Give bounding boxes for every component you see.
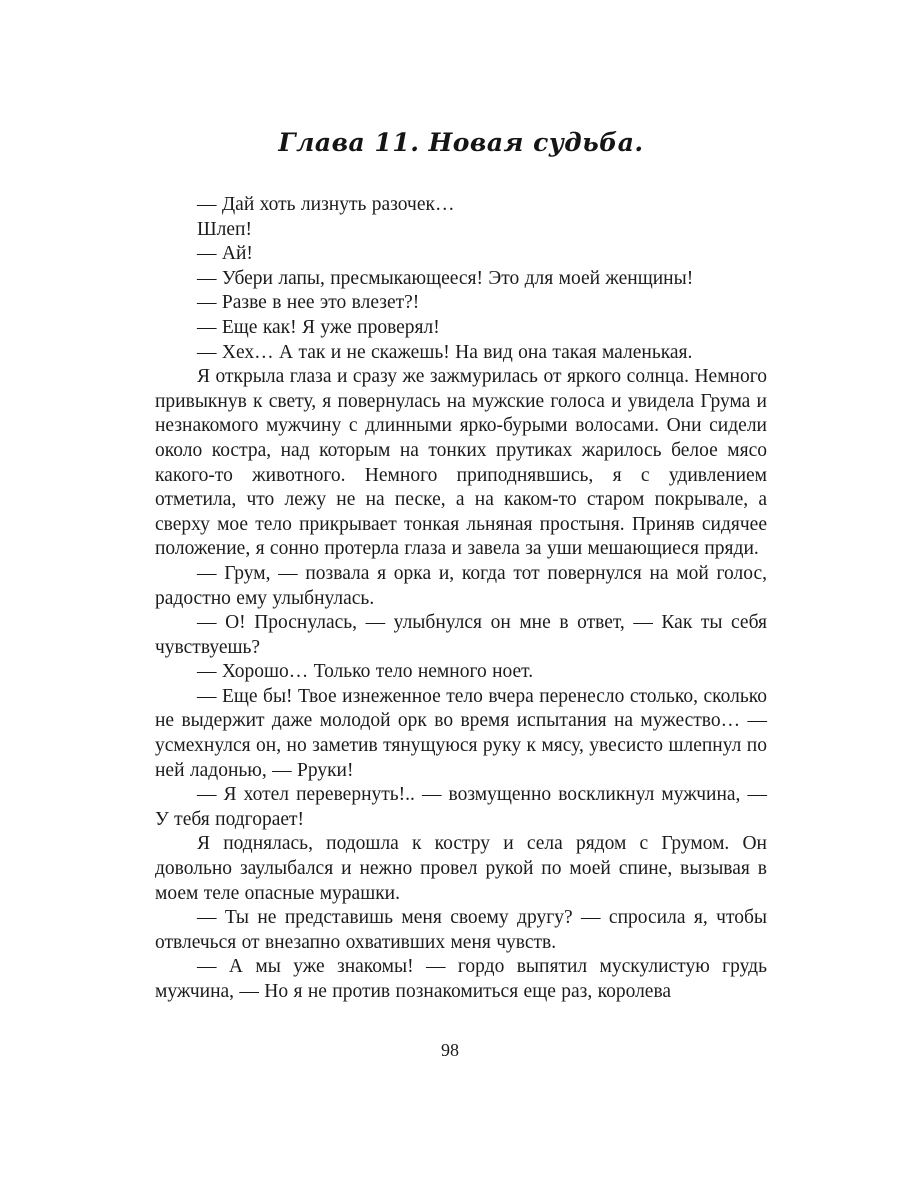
text-block — [155, 128, 767, 1005]
paragraph: — Хорошо… Только тело немного ноет. — [197, 661, 534, 683]
paragraph: — О! Проснулась, — улыбнулся он мне в ответ, — Как ты себя чувствуешь? — [155, 612, 767, 658]
chapter-title: Глава 11. Новая судьба. — [278, 128, 644, 157]
paragraph: — Еще бы! Твое изнеженное тело вчера перенесло столько, сколько не выдержит даже молодой орк во время испытания на мужество… — усмехнулся он, но заметив тянущуюся руку к мясу, увесисто шлепнул по ней ладонью, — Рруки! — [155, 685, 767, 781]
paragraph: — Ты не представишь меня своему другу? — спросила я, чтобы отвлечься от внезапно охвативших меня чувств. — [155, 907, 767, 953]
paragraph: Шлеп! — [197, 218, 252, 240]
paragraph: — Я хотел перевернуть!.. — возмущенно воскликнул мужчина, — У тебя подгорает! — [155, 784, 767, 830]
paragraph: Я поднялась, подошла к костру и села рядом с Грумом. Он довольно заулыбался и нежно провел рукой по моей спине, вызывая в моем теле опасные мурашки. — [155, 833, 767, 904]
paragraph: — А мы уже знакомы! — гордо выпятил мускулистую грудь мужчина, — Но я не против познакомиться еще раз, королева — [155, 956, 767, 1002]
body-text — [155, 193, 767, 1005]
paragraph: — Дай хоть лизнуть разочек… — [197, 194, 455, 215]
paragraph: — Разве в нее это влезет?! — [197, 292, 420, 314]
paragraph: Я открыла глаза и сразу же зажмурилась от яркого солнца. Немного привыкнув к свету, я повернулась на мужские голоса и увидела Грума и незнакомого мужчину с длинными ярко-бурыми волосами. Они сидели около костра, над которым на тонких прутиках жарилось белое мясо какого-то животного. Немного приподнявшись, я с удивлением отметила, что лежу не на песке, а на каком-то старом покрывале, а сверху мое тело прикрывает тонкая льняная простыня. Приняв сидячее положение, я сонно протерла глаза и завела за уши мешающиеся пряди. — [155, 366, 767, 560]
paragraph: — Еще как! Я уже проверял! — [197, 316, 440, 338]
page-number: 98 — [441, 1040, 459, 1060]
paragraph: — Ай! — [197, 243, 253, 265]
paragraph: — Убери лапы, пресмыкающееся! Это для моей женщины! — [197, 267, 694, 289]
paragraph: — Хех… А так и не скажешь! На вид она такая маленькая. — [197, 341, 693, 363]
paragraph: — Грум, — позвала я орка и, когда тот повернулся на мой голос, радостно ему улыбнулась. — [155, 562, 767, 609]
